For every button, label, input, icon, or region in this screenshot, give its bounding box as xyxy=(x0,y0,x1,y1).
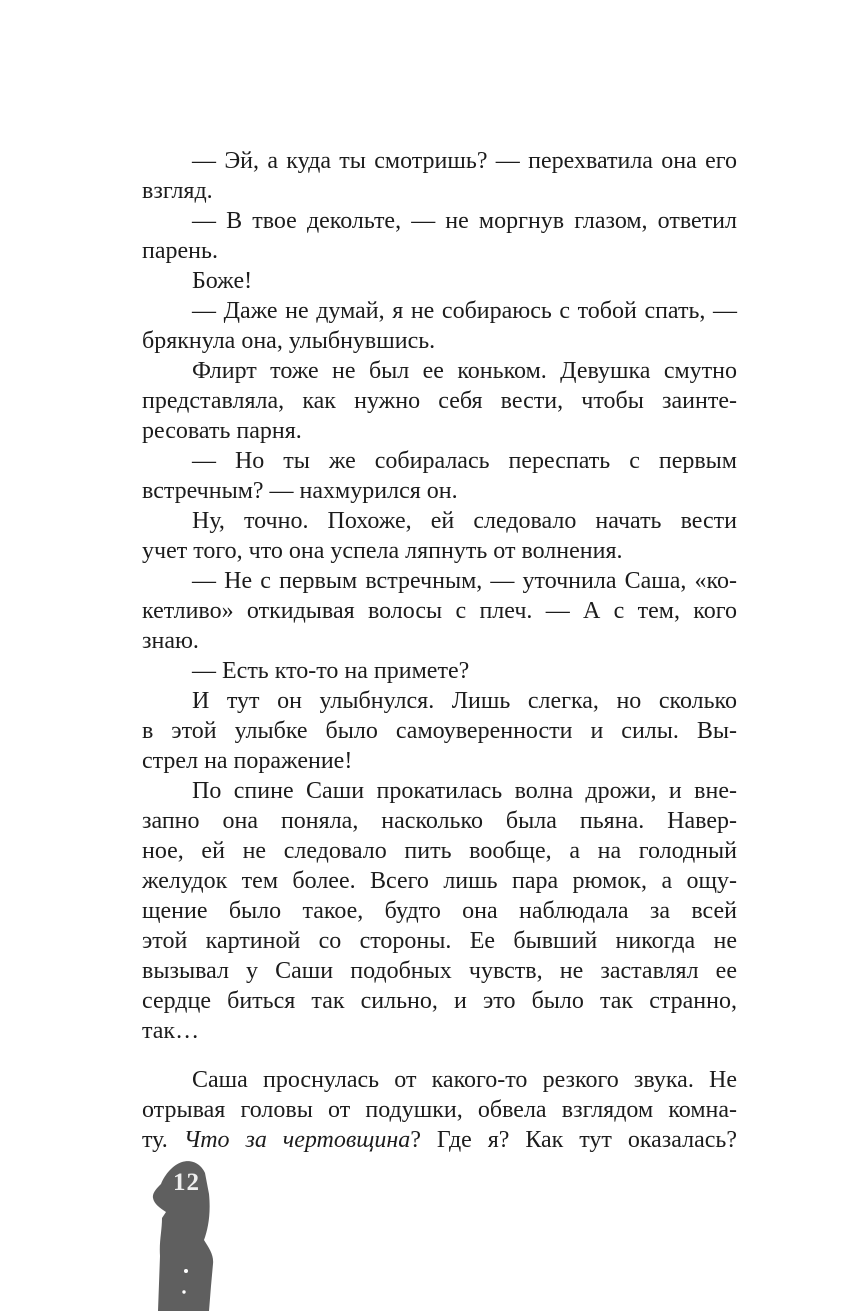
paragraph xyxy=(142,206,737,266)
text-line: вызывал у Саши подобных чувств, не заставлял ее xyxy=(142,958,737,984)
paragraph xyxy=(142,506,737,566)
text-line: щение было такое, будто она наблюдала за всей xyxy=(142,898,737,924)
text-line: Саша проснулась от какого-то резкого звука. Не xyxy=(192,1067,737,1093)
text-line: парень. xyxy=(142,238,218,264)
paragraph xyxy=(142,146,737,206)
text-line: взгляд. xyxy=(142,178,213,204)
text-line: желудок тем более. Всего лишь пара рюмок, а ощу- xyxy=(142,868,737,894)
text-line: так… xyxy=(142,1018,200,1044)
text-line: Боже! xyxy=(192,268,253,294)
page-number-blob xyxy=(147,1160,222,1311)
text-line: встречным? — нахмурился он. xyxy=(142,478,458,504)
paragraph xyxy=(142,656,737,686)
page-number: 12 xyxy=(173,1169,200,1196)
paragraph xyxy=(142,266,737,296)
text-line: ту. Что за чертовщина? Где я? Как тут оказалась? xyxy=(142,1127,737,1153)
text-line: — В твое декольте, — не моргнув глазом, ответил xyxy=(192,208,737,234)
text-line: знаю. xyxy=(142,628,199,654)
text-line: этой картиной со стороны. Ее бывший никогда не xyxy=(142,928,737,954)
text-line: в этой улыбке было самоуверенности и силы. Вы- xyxy=(142,718,737,744)
text-line: сердце биться так сильно, и это было так странно, xyxy=(142,988,737,1014)
page-text xyxy=(142,146,737,1155)
paragraph xyxy=(142,446,737,506)
text-line: брякнула она, улыбнувшись. xyxy=(142,328,436,354)
paragraph xyxy=(142,566,737,656)
text-line: ное, ей не следовало пить вообще, а на голодный xyxy=(142,838,737,864)
text-line: отрывая головы от подушки, обвела взглядом комна- xyxy=(142,1097,737,1123)
text-line: стрел на поражение! xyxy=(142,748,353,774)
paragraph xyxy=(142,1065,737,1155)
paragraph xyxy=(142,296,737,356)
text-line: — Эй, а куда ты смотришь? — перехватила она его xyxy=(192,148,737,174)
text-line: кетливо» откидывая волосы с плеч. — А с тем, кого xyxy=(142,598,737,624)
text-line: учет того, что она успела ляпнуть от волнения. xyxy=(142,538,623,564)
text-line: По спине Саши прокатилась волна дрожи, и вне- xyxy=(192,778,737,804)
text-line: — Но ты же собиралась переспать с первым xyxy=(192,448,737,474)
paragraph xyxy=(142,776,737,1046)
text-line: запно она поняла, насколько была пьяна. Навер- xyxy=(142,808,737,834)
text-line: ресовать парня. xyxy=(142,418,302,444)
text-line: И тут он улыбнулся. Лишь слегка, но сколько xyxy=(192,688,737,714)
text-line: — Есть кто-то на примете? xyxy=(192,658,470,684)
text-line: — Даже не думай, я не собираюсь с тобой спать, — xyxy=(192,298,737,324)
paragraph xyxy=(142,356,737,446)
text-line: представляла, как нужно себя вести, чтобы заинте- xyxy=(142,388,737,414)
text-line: Ну, точно. Похоже, ей следовало начать вести xyxy=(192,508,737,534)
paragraph xyxy=(142,686,737,776)
text-line: Флирт тоже не был ее коньком. Девушка смутно xyxy=(192,358,737,384)
text-line: — Не с первым встречным, — уточнила Саша, «ко- xyxy=(192,568,737,594)
